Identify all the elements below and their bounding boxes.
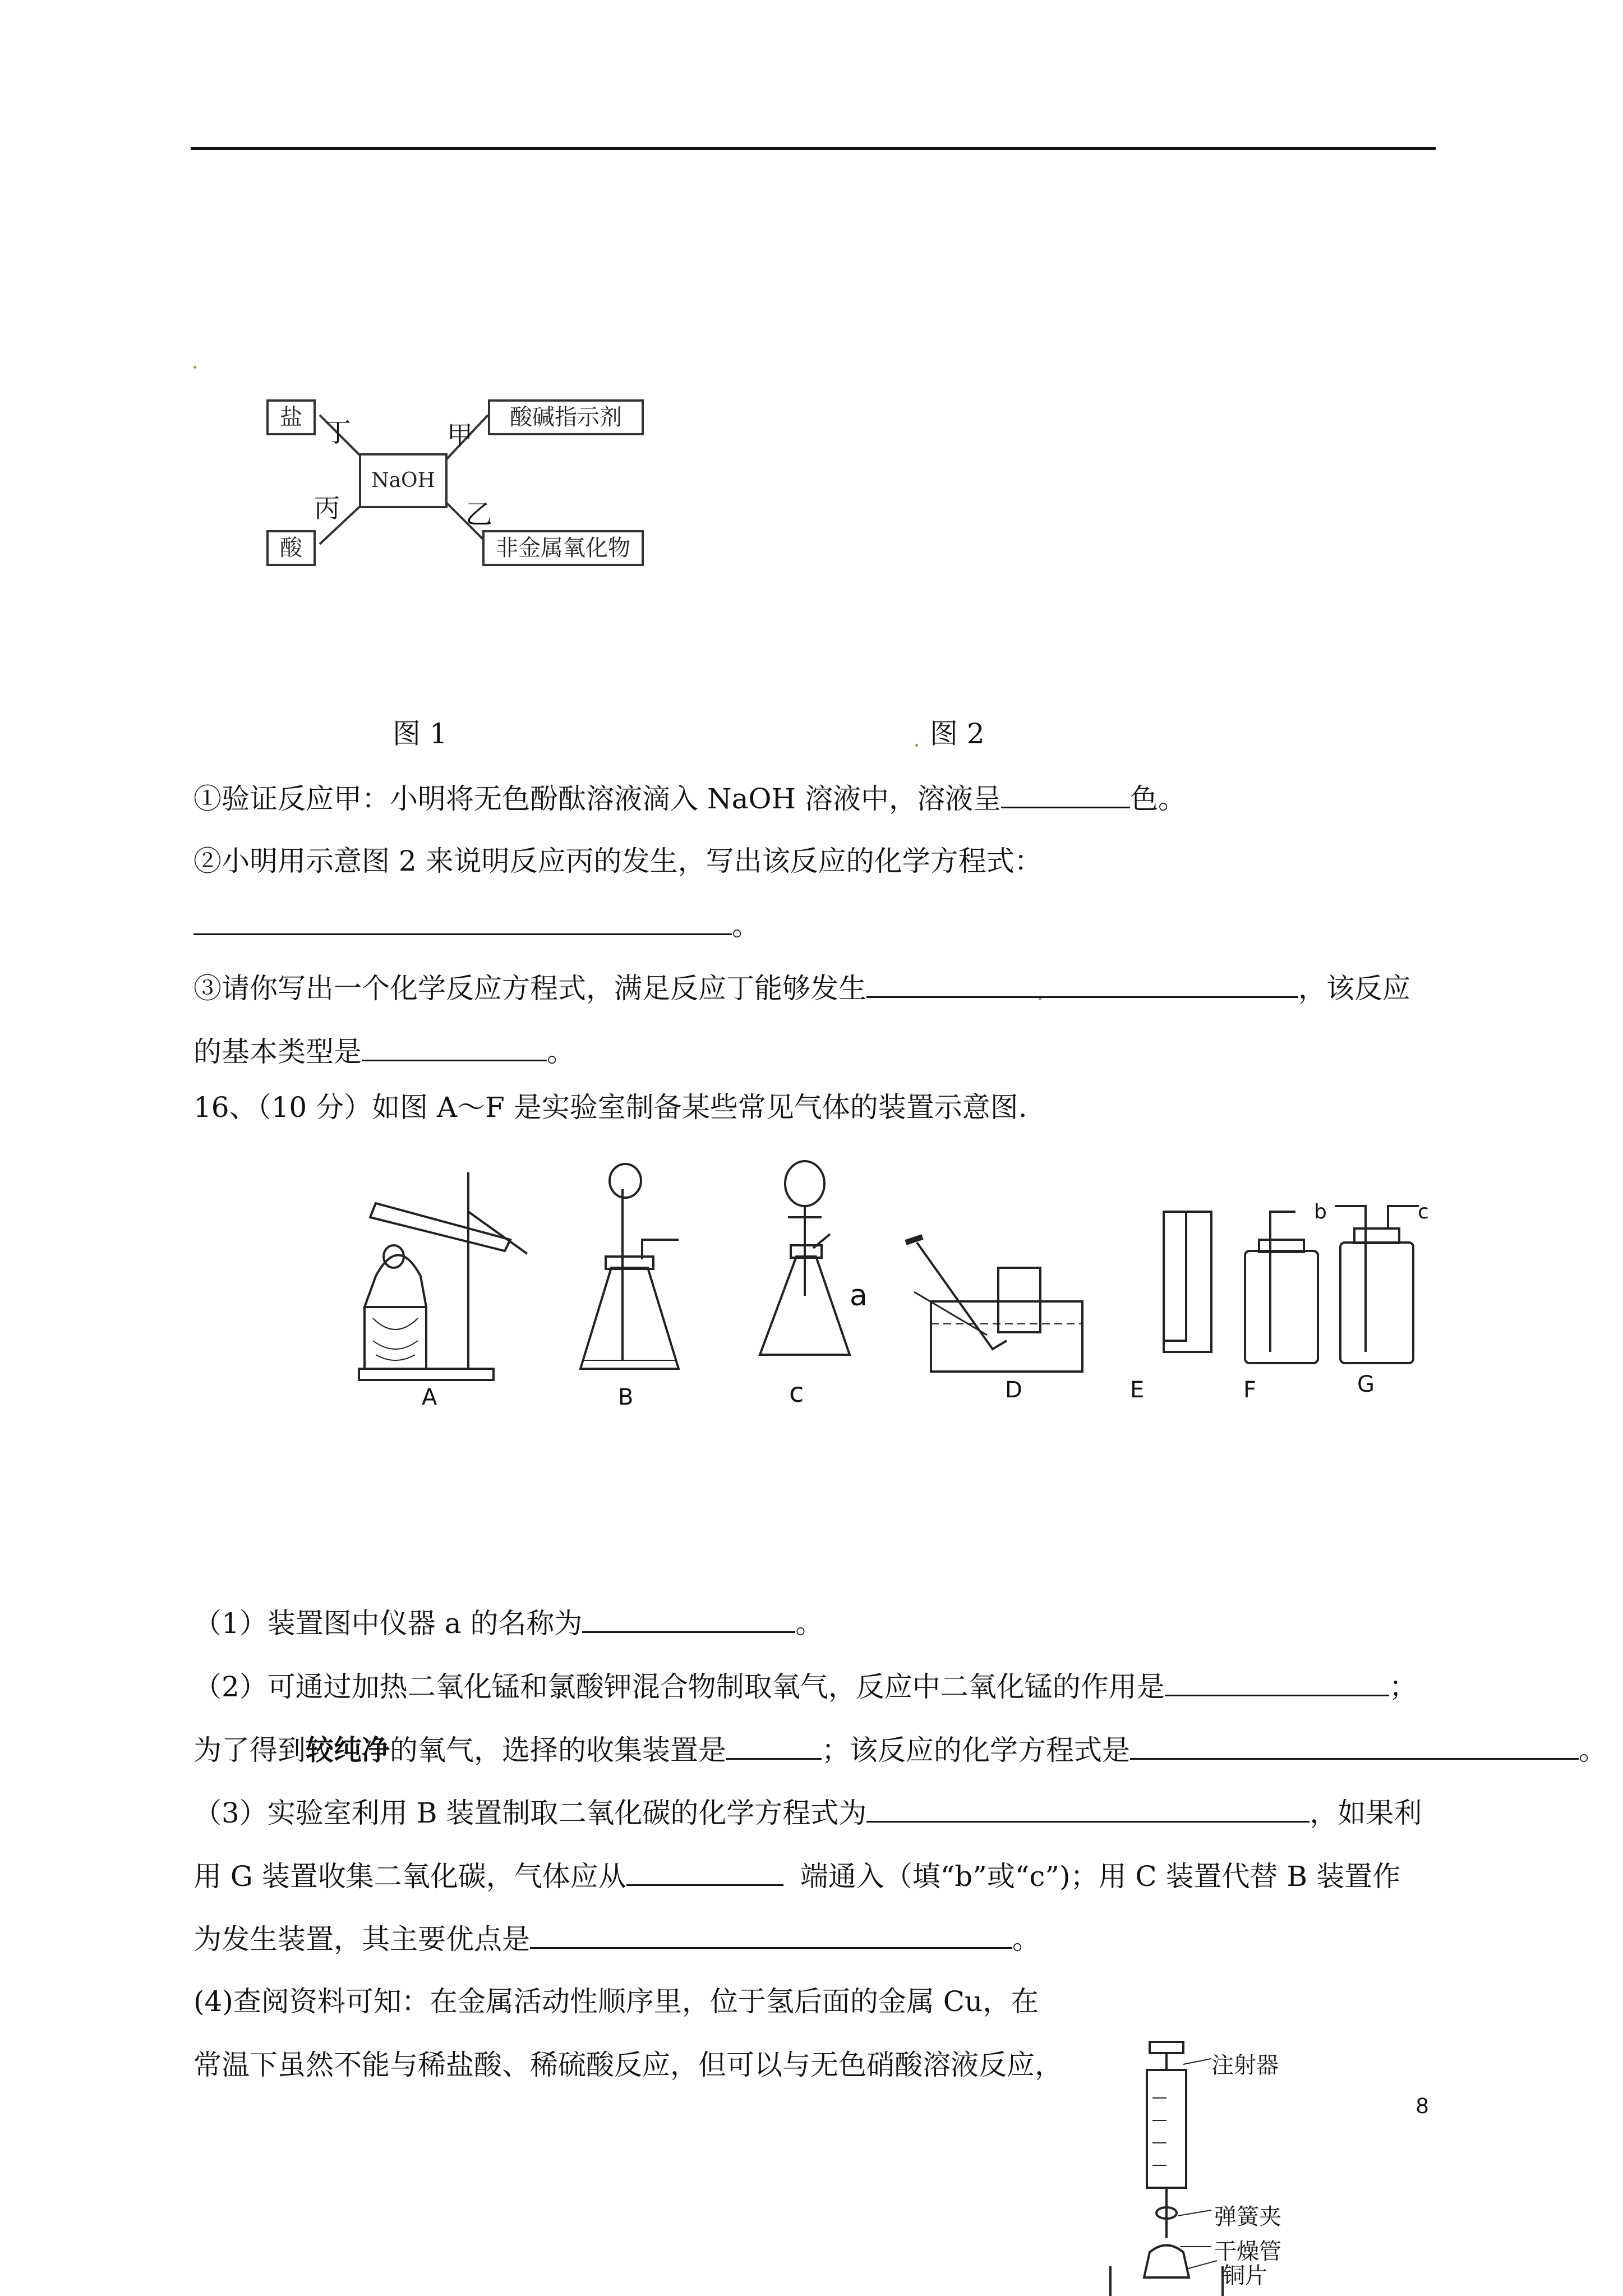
apparatus-label-f: F [1243,1377,1257,1403]
acid-box: 酸 [266,530,316,566]
apparatus-label-d: D [1005,1377,1022,1403]
apparatus-e [1164,1212,1211,1352]
label-syringe: 注射器 [1211,2053,1279,2078]
q15-item1 [193,781,1186,816]
q15-item3-text: ③请你写出一个化学反应方程式，满足反应丁能够发生 [193,972,866,1005]
q16-part3-advantage [193,1921,1040,1956]
q16-part2b-text: 为了得到 [193,1734,306,1766]
instrument-label-a: a [850,1279,868,1313]
apparatus-c [760,1161,850,1355]
q16-part4-line2: 常温下虽然不能与稀盐酸、稀硫酸反应，但可以与无色硝酸溶液反应， [193,2049,1063,2081]
q15-item1-text: ①验证反应甲：小明将无色酚酞溶液滴入 NaOH 溶液中，溶液呈 [193,783,1001,815]
apparatus-g [1335,1206,1419,1363]
page-number: 8 [1416,2093,1429,2118]
q16-part3c-text: 为发生装置，其主要优点是 [193,1923,530,1955]
naoh-center-box: NaOH [359,453,448,508]
answer-blank[interactable] [1130,1732,1579,1760]
apparatus-f [1245,1212,1318,1363]
q16-part2b-end: 。 [1579,1734,1607,1766]
answer-blank[interactable] [362,1034,547,1061]
q16-part3-end: ，如果利 [1310,1797,1422,1829]
apparatus-label-b: B [618,1384,634,1410]
q16-part4-line1: (4)查阅资料可知：在金属活动性顺序里，位于氢后面的金属 Cu，在 [193,1985,1039,2018]
answer-blank[interactable] [866,1795,1310,1823]
q16-part3b-text: 用 G 装置收集二氧化碳，气体应从 [193,1860,626,1893]
q16-part2-end: ； [1389,1671,1417,1703]
port-label-b: b [1314,1200,1327,1223]
q16-part3-text: （3）实验室利用 B 装置制取二氧化碳的化学方程式为 [193,1797,867,1829]
apparatus-b [580,1164,679,1369]
salt-box: 盐 [266,399,316,435]
header-rule [191,147,1436,150]
q16-part1-end: 。 [795,1607,824,1640]
port-label-c: c [1418,1200,1429,1223]
q16-part3 [193,1795,1422,1830]
label-jia: 甲 [447,420,473,450]
q16-part1 [193,1605,823,1640]
q16-bold-purity: 较纯净 [306,1733,390,1766]
q16-part2 [193,1669,1417,1704]
q15-item2-end: 。 [732,909,760,942]
q15-type-text: 的基本类型是 [193,1036,362,1068]
caption-fig2: 图 2 [930,717,985,750]
q15-item1-end: 色。 [1129,783,1186,815]
nonmetal-oxide-box: 非金属氧化物 [482,530,644,566]
apparatus-label-c: c [789,1377,804,1409]
answer-blank[interactable] [530,1921,1012,1949]
speck [915,744,918,747]
q16-title: 16、（10 分）如图 A～F 是实验室制备某些常见气体的装置示意图. [193,1091,1027,1124]
q16-part1-text: （1）装置图中仪器 a 的名称为 [193,1607,583,1640]
q16-part2b-text2: 的氧气，选择的收集装置是 [390,1734,726,1766]
label-ding: 丁 [324,417,352,448]
label-bing: 丙 [314,493,340,523]
q15-item3 [193,970,1410,1005]
label-yi: 乙 [465,499,493,530]
answer-blank[interactable] [1001,781,1130,808]
apparatus-label-g: G [1357,1372,1375,1397]
q16-part3-g [193,1858,1400,1893]
q15-item3-type [193,1034,575,1069]
apparatus-label-e: E [1130,1377,1145,1403]
q16-part2b-text3: ；该反应的化学方程式是 [822,1734,1130,1766]
label-copper-sheet: 铜片 [1223,2263,1267,2289]
answer-blank[interactable] [626,1858,783,1886]
q15-item2: ②小明用示意图 2 来说明反应丙的发生，写出该反应的化学方程式： [193,845,1043,877]
q15-item3-end: ，该反应 [1298,972,1410,1005]
label-drying-tube: 干燥管 [1214,2239,1281,2265]
q15-type-end: 。 [547,1036,575,1068]
indicator-box: 酸碱指示剂 [488,399,644,435]
apparatus-a [359,1172,527,1380]
answer-blank[interactable] [582,1605,795,1633]
answer-blank[interactable] [1165,1669,1389,1696]
q16-part3b-end: 端通入（填“b”或“c”)；用 C 装置代替 B 装置作 [800,1860,1401,1893]
caption-fig1: 图 1 [393,717,448,750]
speck [193,366,196,369]
answer-blank[interactable] [726,1732,822,1760]
q15-item2-answer-line [193,908,760,942]
q16-part2-text: （2）可通过加热二氧化锰和氯酸钾混合物制取氧气，反应中二氧化锰的作用是 [193,1671,1165,1703]
answer-blank[interactable] [193,908,732,935]
apparatus-label-a: A [422,1384,437,1410]
q16-part2-collection [193,1732,1607,1767]
apparatus-drawing [342,1156,1436,1419]
answer-blank[interactable] [866,970,1298,998]
apparatus-d [906,1237,1082,1372]
q16-part3c-end: 。 [1012,1923,1040,1955]
label-spring-clip: 弹簧夹 [1214,2204,1281,2230]
